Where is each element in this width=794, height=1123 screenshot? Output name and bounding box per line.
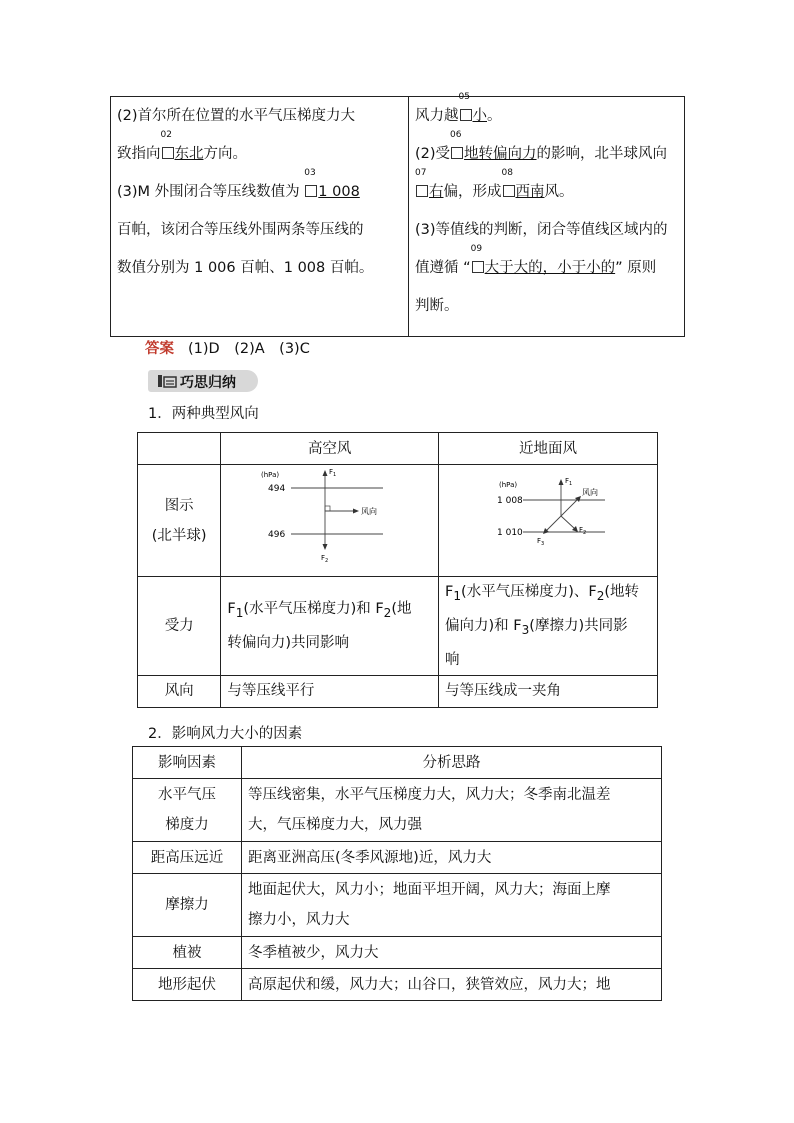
header-analysis: 分析思路: [242, 747, 662, 779]
svg-text:(hPa): (hPa): [261, 471, 280, 479]
high-force-line1: $F_1$(水平气压梯度力)和 $F_2$(地: [227, 600, 412, 620]
analysis-cell: 等压线密集，水平气压梯度力大，风力大；冬季南北温差 大，气压梯度力大，风力强: [242, 779, 662, 842]
r-line3: 07 右偏，形成 08 西南风。: [415, 168, 574, 200]
factor-cell: 地形起伏: [133, 969, 242, 1001]
svg-text:风向: 风向: [582, 488, 598, 497]
right-cell: [409, 92, 685, 337]
svg-text:F1: $F_1$: [565, 477, 573, 487]
high-wind-diagram-cell: [221, 465, 439, 577]
header-empty: [138, 433, 221, 465]
continuation-table: [110, 92, 685, 337]
diagram-label-cell: [138, 465, 221, 577]
pen-icon: [156, 373, 178, 389]
svg-text:1 008: 1 008: [497, 496, 523, 506]
r-line6: 判断。: [415, 298, 459, 314]
r-line5: 值遵循 “ 09 大于大的，小于小的” 原则: [415, 244, 657, 276]
blank-box-icon: [162, 147, 174, 159]
table-row: [133, 779, 662, 842]
answer-line: [145, 339, 310, 359]
svg-text:风向: 风向: [361, 507, 378, 516]
p2-line2: 致指向 02 东北方向。: [117, 130, 247, 162]
blank-box-icon: [472, 261, 484, 273]
table-row: [133, 874, 662, 937]
table-row: [133, 842, 662, 874]
header-surface-wind: 近地面风: [439, 433, 658, 465]
wind-types-table: [137, 432, 658, 708]
header-factor: 影响因素: [133, 747, 242, 779]
heading-wind-factors: 2．影响风力大小的因素: [148, 726, 303, 742]
section-badge-label: 巧思归纳: [180, 375, 236, 391]
p3-line1: (3)M 外围闭合等压线数值为 03 1 008: [117, 168, 360, 200]
svg-text:F2: $F_2$: [321, 554, 329, 564]
svg-text:(hPa): (hPa): [499, 481, 518, 489]
low-force-line1: $F_1$(水平气压梯度力)、$F_2$(地转: [445, 584, 640, 603]
analysis-cell: 冬季植被少，风力大: [242, 937, 662, 969]
header-high-wind: 高空风: [221, 433, 439, 465]
section-badge: [148, 370, 258, 392]
svg-text:1 010: 1 010: [497, 528, 523, 538]
blank-box-icon: [305, 185, 317, 197]
analysis-cell: 高原起伏和缓，风力大；山谷口，狭管效应，风力大；地: [242, 969, 662, 1001]
svg-text:496: 496: [268, 530, 286, 540]
high-wind-force: [221, 577, 439, 676]
left-cell: [111, 97, 409, 337]
wind-factors-table: [132, 746, 662, 1001]
force-label: 受力: [138, 577, 221, 676]
blank-box-icon: [460, 109, 472, 121]
surface-wind-direction: 与等压线成一夹角: [439, 675, 658, 707]
table-row: [133, 937, 662, 969]
table-row: [133, 969, 662, 1001]
surface-wind-force: [439, 577, 658, 676]
surface-wind-diagram: [439, 465, 657, 565]
low-force-line2: 偏向力)和 $F_3$(摩擦力)共同影: [445, 617, 628, 637]
factor-cell: 摩擦力: [133, 874, 242, 937]
factor-cell: 距高压远近: [133, 842, 242, 874]
high-wind-direction: 与等压线平行: [221, 675, 439, 707]
answer-label: 答案: [145, 341, 174, 357]
svg-text:F3: $F_3$: [537, 537, 545, 547]
analysis-cell: 地面起伏大，风力小；地面平坦开阔，风力大；海面上摩 擦力小，风力大: [242, 874, 662, 937]
svg-text:F1: $F_1$: [329, 468, 337, 478]
r-line4: (3)等值线的判断，闭合等值线区域内的: [415, 222, 668, 238]
direction-label: 风向: [138, 675, 221, 707]
high-force-line2: 转偏向力)共同影响: [227, 634, 350, 651]
answer-text: (1)D (2)A (3)C: [188, 341, 310, 357]
diagram-sublabel: (北半球): [151, 527, 207, 544]
blank-box-icon: [451, 147, 463, 159]
svg-text:494: 494: [268, 484, 286, 494]
svg-text:F2: $F_2$: [579, 526, 587, 536]
heading-wind-types: 1．两种典型风向: [148, 406, 259, 422]
low-force-line3: 响: [445, 651, 460, 668]
factor-cell: 植被: [133, 937, 242, 969]
p3-line3: 数值分别为 1 006 百帕、1 008 百帕。: [117, 260, 374, 276]
r-line2: (2)受 06 地转偏向力的影响，北半球风向: [415, 130, 668, 162]
r-line1: 风力越 05 小。: [415, 92, 502, 124]
diagram-label: 图示: [164, 497, 194, 514]
factor-cell: 水平气压 梯度力: [133, 779, 242, 842]
analysis-cell: 距离亚洲高压(冬季风源地)近，风力大: [242, 842, 662, 874]
blank-box-icon: [416, 185, 428, 197]
p3-line2: 百帕，该闭合等压线外围两条等压线的: [117, 222, 364, 238]
surface-wind-diagram-cell: [439, 465, 658, 577]
high-wind-diagram: [221, 465, 426, 565]
p2-line1: (2)首尔所在位置的水平气压梯度力大: [117, 108, 356, 124]
blank-box-icon: [503, 185, 515, 197]
